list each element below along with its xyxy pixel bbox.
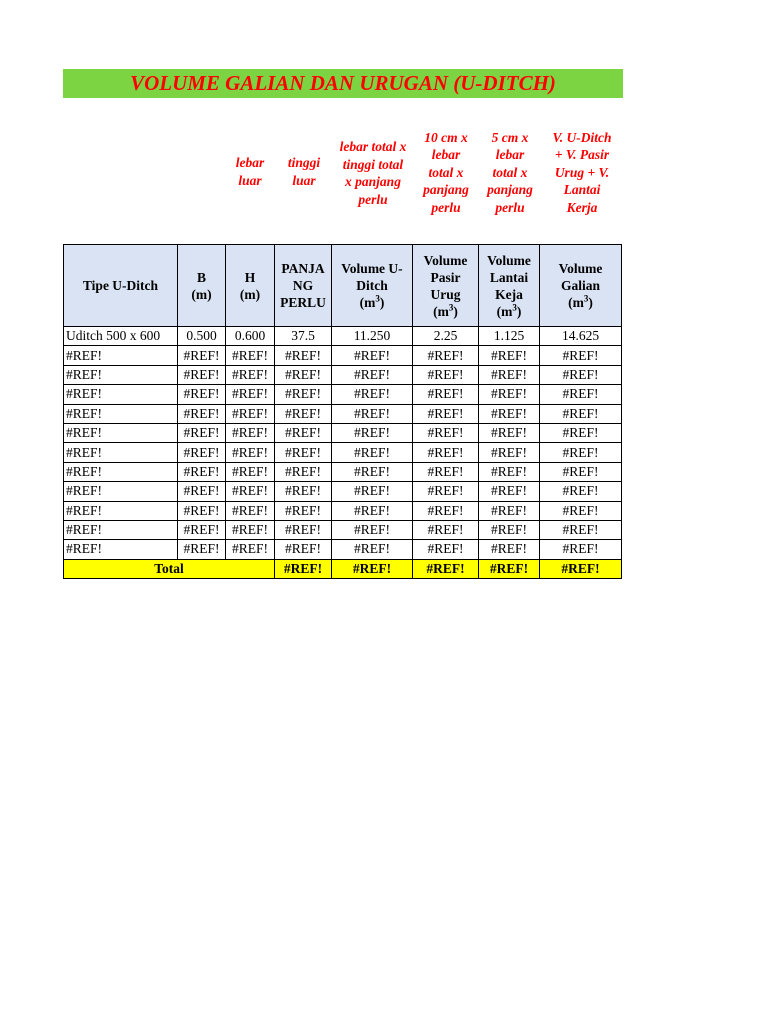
cell-volume-lantai-keja[interactable]: #REF! [479, 482, 540, 501]
cell-tipe-uditch[interactable]: #REF! [64, 423, 178, 442]
cell-volume-lantai-keja[interactable]: #REF! [479, 462, 540, 481]
total-label[interactable]: Total [64, 559, 275, 578]
header-volume-galian[interactable]: Volume Galian $(m^3)$ [540, 245, 622, 327]
cell-h[interactable]: #REF! [226, 462, 275, 481]
cell-b[interactable]: #REF! [178, 385, 226, 404]
cell-h[interactable]: 0.600 [226, 327, 275, 346]
cell-volume-uditch[interactable]: #REF! [332, 346, 413, 365]
table-row [64, 404, 622, 423]
note-volume-galian: V. U-Ditch + V. Pasir Urug + V. Lantai Kerja [552, 129, 612, 215]
cell-volume-pasir-urug[interactable]: #REF! [413, 404, 479, 423]
cell-volume-pasir-urug[interactable]: #REF! [413, 520, 479, 539]
note-lantai-kerja: 5 cm x lebar total x panjang perlu [487, 129, 533, 215]
cell-h[interactable]: #REF! [226, 501, 275, 520]
table-row [64, 482, 622, 501]
cell-panjang-perlu[interactable]: #REF! [275, 540, 332, 559]
cell-tipe-uditch[interactable]: #REF! [64, 482, 178, 501]
cell-panjang-perlu[interactable]: #REF! [275, 482, 332, 501]
note-volume-uditch: lebar total x tinggi total x panjang perlu [339, 139, 407, 207]
cell-tipe-uditch[interactable]: Uditch 500 x 600 [64, 327, 178, 346]
note-tinggi-luar: tinggi luar [287, 155, 321, 188]
cell-panjang-perlu[interactable]: #REF! [275, 423, 332, 442]
total-volume-lantai-keja[interactable]: #REF! [479, 559, 540, 578]
header-row [64, 245, 622, 327]
cell-volume-galian[interactable]: #REF! [540, 346, 622, 365]
cell-volume-galian[interactable]: #REF! [540, 365, 622, 384]
total-row [64, 559, 622, 578]
cell-volume-uditch[interactable]: #REF! [332, 540, 413, 559]
table-row [64, 443, 622, 462]
cell-volume-pasir-urug[interactable]: #REF! [413, 482, 479, 501]
cell-volume-galian[interactable]: #REF! [540, 520, 622, 539]
cell-volume-galian[interactable]: #REF! [540, 540, 622, 559]
cell-volume-galian[interactable]: #REF! [540, 404, 622, 423]
cell-tipe-uditch[interactable]: #REF! [64, 443, 178, 462]
cell-b[interactable]: #REF! [178, 404, 226, 423]
cell-b[interactable]: #REF! [178, 540, 226, 559]
cell-b[interactable]: #REF! [178, 482, 226, 501]
cell-volume-lantai-keja[interactable]: #REF! [479, 443, 540, 462]
cell-volume-galian[interactable]: #REF! [540, 385, 622, 404]
cell-volume-uditch[interactable]: #REF! [332, 443, 413, 462]
cell-volume-pasir-urug[interactable]: #REF! [413, 462, 479, 481]
cell-volume-galian[interactable]: #REF! [540, 501, 622, 520]
table-row [64, 423, 622, 442]
cell-volume-galian[interactable]: #REF! [540, 443, 622, 462]
table-row [64, 346, 622, 365]
header-panjang-perlu[interactable]: PANJA NG PERLU [275, 245, 332, 327]
table-row [64, 385, 622, 404]
header-tipe-uditch[interactable]: Tipe U-Ditch [64, 245, 178, 327]
cell-h[interactable]: #REF! [226, 346, 275, 365]
cell-panjang-perlu[interactable]: #REF! [275, 501, 332, 520]
table-row [64, 501, 622, 520]
cell-volume-lantai-keja[interactable]: #REF! [479, 540, 540, 559]
cell-tipe-uditch[interactable]: #REF! [64, 520, 178, 539]
cell-volume-uditch[interactable]: #REF! [332, 482, 413, 501]
cell-volume-galian[interactable]: #REF! [540, 462, 622, 481]
cell-volume-lantai-keja[interactable]: #REF! [479, 365, 540, 384]
cell-volume-uditch[interactable]: #REF! [332, 520, 413, 539]
cell-volume-uditch[interactable]: #REF! [332, 404, 413, 423]
cell-volume-galian[interactable]: 14.625 [540, 327, 622, 346]
cell-h[interactable]: #REF! [226, 423, 275, 442]
cell-volume-pasir-urug[interactable]: #REF! [413, 443, 479, 462]
cell-volume-lantai-keja[interactable]: #REF! [479, 404, 540, 423]
cell-volume-pasir-urug[interactable]: #REF! [413, 346, 479, 365]
cell-volume-uditch[interactable]: #REF! [332, 385, 413, 404]
cell-h[interactable]: #REF! [226, 520, 275, 539]
cell-h[interactable]: #REF! [226, 404, 275, 423]
cell-volume-lantai-keja[interactable]: 1.125 [479, 327, 540, 346]
cell-tipe-uditch[interactable]: #REF! [64, 404, 178, 423]
cell-panjang-perlu[interactable]: #REF! [275, 462, 332, 481]
cell-panjang-perlu[interactable]: #REF! [275, 443, 332, 462]
cell-volume-uditch[interactable]: #REF! [332, 365, 413, 384]
total-panjang-perlu[interactable]: #REF! [275, 559, 332, 578]
cell-panjang-perlu[interactable]: #REF! [275, 346, 332, 365]
header-volume-lantai-keja[interactable]: Volume Lantai Keja $(m^3)$ [479, 245, 540, 327]
cell-h[interactable]: #REF! [226, 443, 275, 462]
cell-volume-lantai-keja[interactable]: #REF! [479, 423, 540, 442]
cell-h[interactable]: #REF! [226, 385, 275, 404]
cell-panjang-perlu[interactable]: #REF! [275, 365, 332, 384]
cell-volume-uditch[interactable]: 11.250 [332, 327, 413, 346]
cell-h[interactable]: #REF! [226, 540, 275, 559]
cell-volume-lantai-keja[interactable]: #REF! [479, 501, 540, 520]
cell-volume-uditch[interactable]: #REF! [332, 501, 413, 520]
header-h[interactable]: H (m) [226, 245, 275, 327]
cell-b[interactable]: 0.500 [178, 327, 226, 346]
cell-b[interactable]: #REF! [178, 443, 226, 462]
cell-b[interactable]: #REF! [178, 423, 226, 442]
cell-b[interactable]: #REF! [178, 520, 226, 539]
table-row [64, 540, 622, 559]
total-volume-galian[interactable]: #REF! [540, 559, 622, 578]
cell-tipe-uditch[interactable]: #REF! [64, 462, 178, 481]
cell-volume-lantai-keja[interactable]: #REF! [479, 520, 540, 539]
cell-b[interactable]: #REF! [178, 346, 226, 365]
volume-table [63, 244, 622, 579]
cell-volume-pasir-urug[interactable]: #REF! [413, 501, 479, 520]
header-volume-pasir-urug[interactable]: Volume Pasir Urug $(m^3)$ [413, 245, 479, 327]
table-row [64, 327, 622, 346]
cell-panjang-perlu[interactable]: 37.5 [275, 327, 332, 346]
table-row [64, 365, 622, 384]
cell-h[interactable]: #REF! [226, 365, 275, 384]
cell-tipe-uditch[interactable]: #REF! [64, 540, 178, 559]
cell-panjang-perlu[interactable]: #REF! [275, 404, 332, 423]
cell-tipe-uditch[interactable]: #REF! [64, 385, 178, 404]
cell-h[interactable]: #REF! [226, 482, 275, 501]
cell-volume-pasir-urug[interactable]: #REF! [413, 423, 479, 442]
cell-tipe-uditch[interactable]: #REF! [64, 365, 178, 384]
cell-volume-pasir-urug[interactable]: 2.25 [413, 327, 479, 346]
cell-b[interactable]: #REF! [178, 462, 226, 481]
cell-panjang-perlu[interactable]: #REF! [275, 520, 332, 539]
cell-volume-pasir-urug[interactable]: #REF! [413, 365, 479, 384]
cell-volume-galian[interactable]: #REF! [540, 423, 622, 442]
cell-volume-galian[interactable]: #REF! [540, 482, 622, 501]
note-lebar-luar: lebar luar [235, 155, 265, 188]
sheet-title: VOLUME GALIAN DAN URUGAN (U-DITCH) [63, 69, 623, 98]
cell-b[interactable]: #REF! [178, 365, 226, 384]
cell-volume-uditch[interactable]: #REF! [332, 423, 413, 442]
table-body [64, 327, 622, 560]
cell-tipe-uditch[interactable]: #REF! [64, 346, 178, 365]
cell-b[interactable]: #REF! [178, 501, 226, 520]
note-pasir-urug: 10 cm x lebar total x panjang perlu [423, 129, 469, 215]
cell-panjang-perlu[interactable]: #REF! [275, 385, 332, 404]
total-volume-uditch[interactable]: #REF! [332, 559, 413, 578]
header-volume-uditch[interactable]: Volume U- Ditch $(m^3)$ [332, 245, 413, 327]
cell-volume-lantai-keja[interactable]: #REF! [479, 385, 540, 404]
cell-volume-lantai-keja[interactable]: #REF! [479, 346, 540, 365]
total-volume-pasir-urug[interactable]: #REF! [413, 559, 479, 578]
cell-volume-pasir-urug[interactable]: #REF! [413, 540, 479, 559]
cell-tipe-uditch[interactable]: #REF! [64, 501, 178, 520]
table-row [64, 520, 622, 539]
cell-volume-pasir-urug[interactable]: #REF! [413, 385, 479, 404]
table-row [64, 462, 622, 481]
cell-volume-uditch[interactable]: #REF! [332, 462, 413, 481]
header-b[interactable]: B (m) [178, 245, 226, 327]
